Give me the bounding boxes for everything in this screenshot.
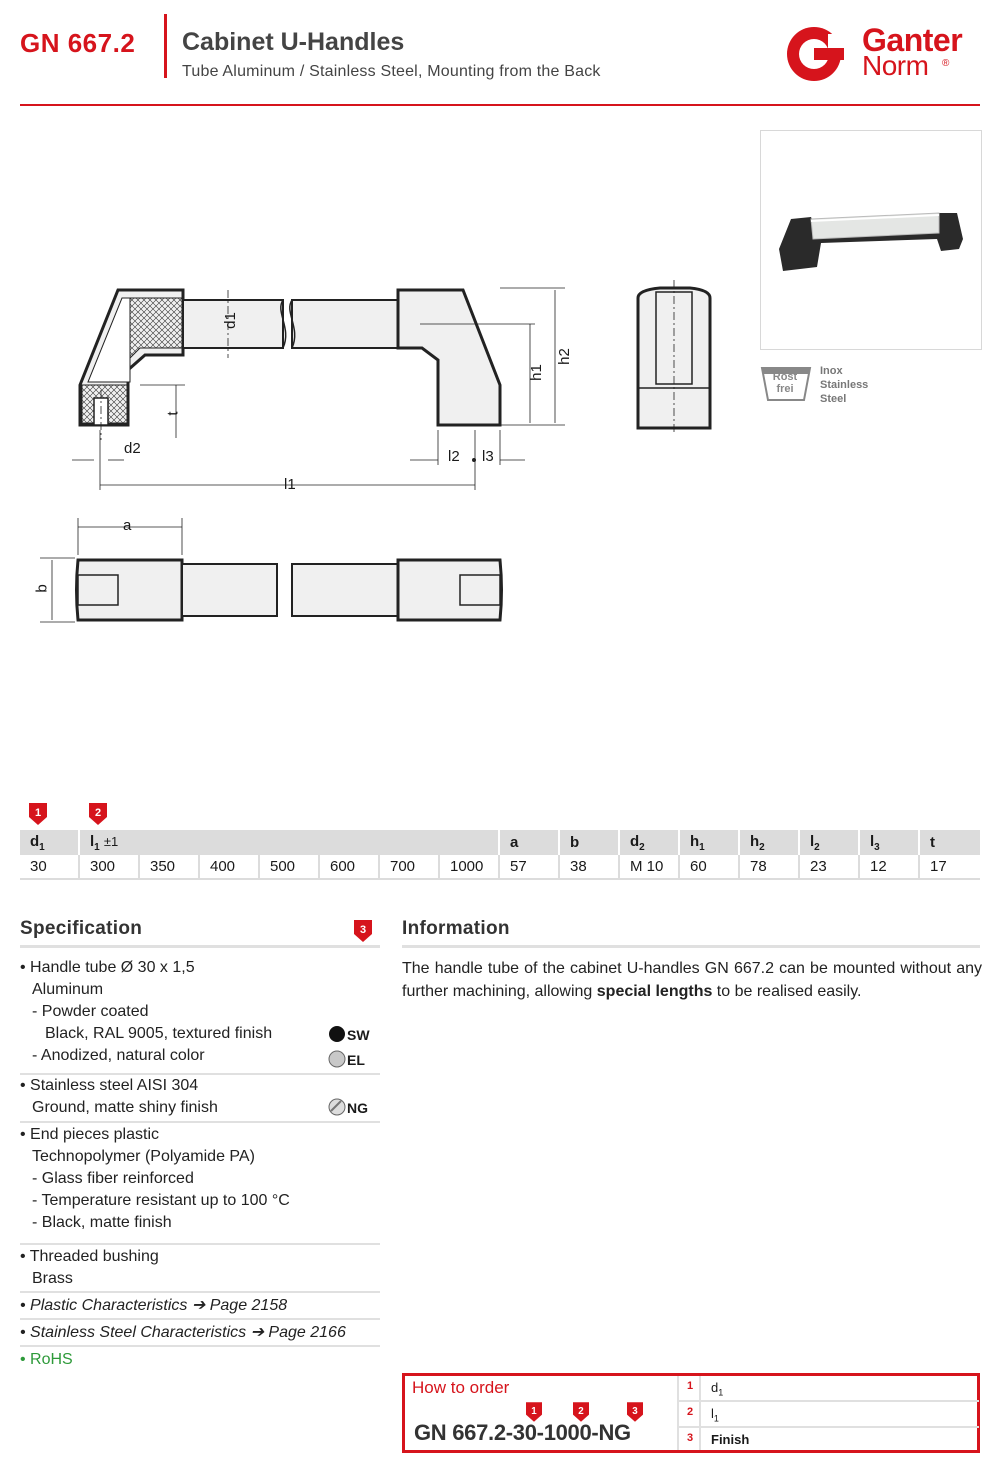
cell-a: 57 — [500, 855, 560, 880]
order-legend-row: 2 $l_1$ — [679, 1402, 979, 1428]
cell-d2: M 10 — [620, 855, 680, 880]
how-to-order-heading: How to order — [412, 1378, 510, 1397]
information-text: The handle tube of the cabinet U-handles GN 667.2 can be mounted without any further machining, allowing special lengths to be realised easily. — [402, 960, 982, 1000]
finish-ng-icon — [328, 1098, 346, 1121]
cell-l1: 350 — [140, 855, 200, 880]
table-header-row — [20, 830, 980, 855]
page-title: Cabinet U-Handles — [182, 28, 405, 56]
header-divider — [164, 14, 167, 78]
stainless-label: Inox Stainless Steel — [820, 365, 869, 405]
spec-stainless-steel: • Stainless steel AISI 304 Ground, matte shiny finish — [20, 1077, 218, 1116]
information-rule — [402, 945, 980, 948]
col-header-h1: $h_1$ — [680, 830, 740, 855]
finish-code-el: EL — [347, 1052, 365, 1068]
cell-h1: 60 — [680, 855, 740, 880]
product-code: GN 667.2 — [20, 28, 136, 58]
dim-label-b: b — [33, 584, 51, 593]
brand-name: Ganter — [862, 22, 963, 58]
col-header-d2: $d_2$ — [620, 830, 680, 855]
dim-label-h1: h1 — [527, 364, 545, 381]
cell-d1: 30 — [20, 855, 80, 880]
page-subtitle: Tube Aluminum / Stainless Steel, Mounting from the Back — [182, 63, 601, 80]
svg-text:2: 2 — [94, 807, 102, 819]
dim-label-h2: h2 — [555, 348, 573, 365]
svg-text:3: 3 — [632, 1405, 638, 1417]
ganter-logo-icon — [784, 24, 848, 84]
link-plastic-characteristics[interactable]: • Plastic Characteristics ➔ Page 2158 — [20, 1297, 288, 1314]
dim-label-l3: l3 — [482, 448, 494, 465]
spec-separator — [20, 1243, 380, 1245]
spec-separator — [20, 1318, 380, 1320]
link-stainless-characteristics[interactable]: • Stainless Steel Characteristics ➔ Page 2166 — [20, 1324, 346, 1341]
spec-handle-tube: • Handle tube Ø 30 x 1,5 Aluminum - Powder coated Black, RAL 9005, textured finish - Anodized, natural color — [20, 959, 273, 1064]
cell-l1: 600 — [320, 855, 380, 880]
rohs-label: • RoHS — [20, 1351, 73, 1368]
svg-text:3: 3 — [359, 924, 367, 936]
cell-h2: 78 — [740, 855, 800, 880]
header-rule — [20, 104, 980, 106]
order-example: GN 667.2-30-1000-NG — [414, 1420, 631, 1445]
registered-mark: ® — [942, 58, 950, 69]
col-header-l1: $l_1 \pm 1$ — [80, 830, 500, 855]
svg-text:2: 2 — [578, 1405, 584, 1417]
spec-separator — [20, 1345, 380, 1347]
dimension-table — [20, 830, 980, 880]
cell-t: 17 — [920, 855, 980, 880]
order-legend-row: 1 $d_1$ — [679, 1376, 979, 1402]
cell-b: 38 — [560, 855, 620, 880]
specification-rule — [20, 945, 380, 948]
dim-label-l1: l1 — [284, 476, 296, 493]
cell-l1: 1000 — [440, 855, 500, 880]
col-header-b: b — [560, 830, 620, 855]
col-header-l3: $l_3$ — [860, 830, 920, 855]
order-legend — [677, 1376, 979, 1450]
cell-l1: 700 — [380, 855, 440, 880]
cell-l2: 23 — [800, 855, 860, 880]
svg-text:1: 1 — [531, 1405, 537, 1417]
table-row — [20, 855, 980, 880]
finish-code-ng: NG — [347, 1100, 368, 1116]
brand-name-2: Norm — [862, 50, 929, 81]
col-header-h2: $h_2$ — [740, 830, 800, 855]
spec-end-pieces: • End pieces plastic Technopolymer (Polyamide PA) - Glass fiber reinforced - Temperature resistant up to 100 °C - Black, matte finish — [20, 1126, 290, 1231]
col-header-t: t — [920, 830, 980, 855]
marker-2-icon — [89, 803, 107, 825]
cell-l1: 500 — [260, 855, 320, 880]
col-header-l2: $l_2$ — [800, 830, 860, 855]
cell-l1: 400 — [200, 855, 260, 880]
finish-code-sw: SW — [347, 1027, 370, 1043]
col-header-a: a — [500, 830, 560, 855]
rostfrei-stamp-text: Rost frei — [772, 371, 798, 395]
cell-l3: 12 — [860, 855, 920, 880]
marker-1-icon — [29, 803, 47, 825]
col-header-d1: $d_1$ — [20, 830, 80, 855]
product-photo — [760, 130, 982, 350]
dim-label-a: a — [123, 517, 132, 534]
finish-el-icon — [328, 1050, 346, 1073]
dim-label-d2: d2 — [124, 440, 141, 457]
dim-label-l2: l2 — [448, 448, 460, 465]
specification-heading: Specification — [20, 918, 143, 939]
finish-sw-icon — [328, 1025, 346, 1048]
spec-separator — [20, 1291, 380, 1293]
dim-label-d1: d1 — [221, 312, 239, 329]
dim-label-t: t — [164, 411, 182, 416]
svg-text:1: 1 — [34, 807, 42, 819]
order-legend-row: 3 Finish — [679, 1428, 979, 1450]
information-heading: Information — [402, 918, 510, 939]
technical-drawing — [0, 270, 760, 650]
spec-bushing: • Threaded bushing Brass — [20, 1248, 159, 1287]
spec-separator — [20, 1121, 380, 1123]
marker-3-icon — [354, 920, 372, 942]
cell-l1: 300 — [80, 855, 140, 880]
